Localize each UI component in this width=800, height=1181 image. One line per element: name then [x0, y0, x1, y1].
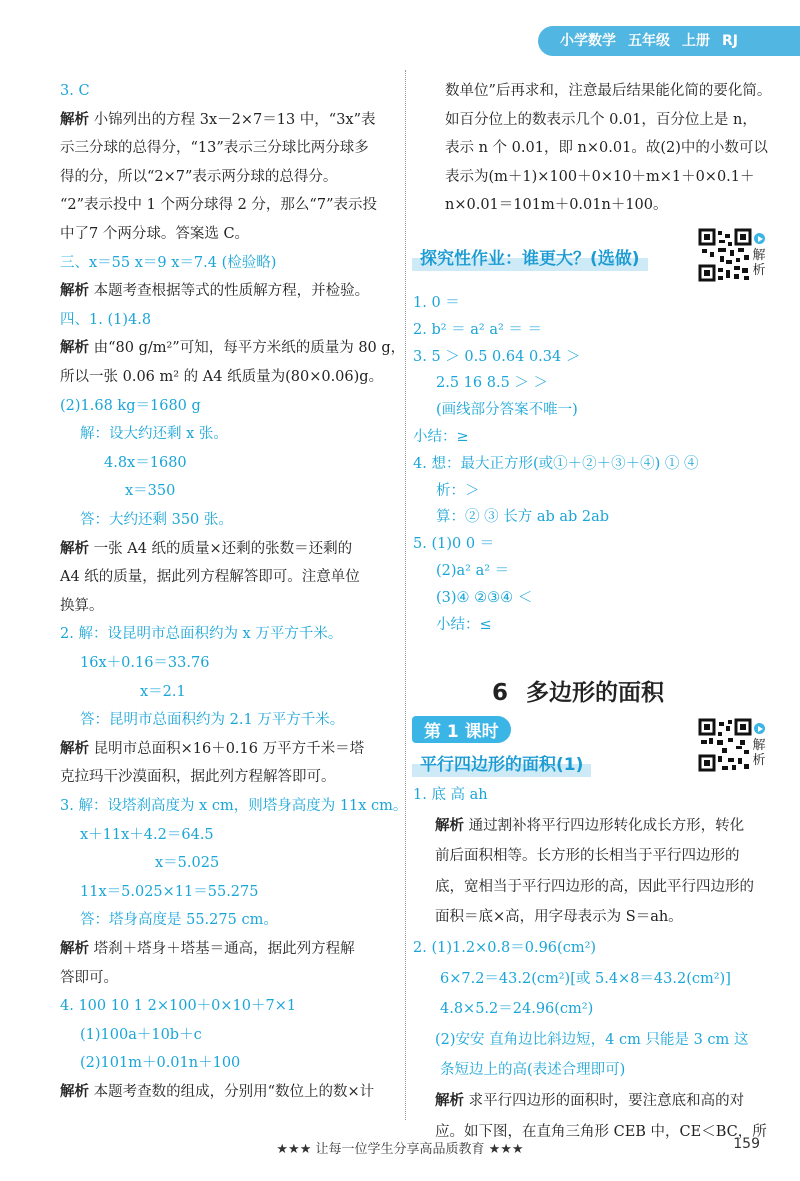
line-text: (2)a² a² ＝ [436, 563, 510, 579]
analysis-tag: 解析 [60, 283, 89, 300]
line-text: n×0.01＝101m＋0.01n＋100。 [445, 197, 668, 214]
left-col-line [60, 337, 405, 359]
line-text: 答：昆明市总面积约为 2.1 万平方千米。 [80, 712, 345, 729]
left-col-line [80, 1024, 202, 1046]
line-text: 11x＝5.025×11＝55.275 [80, 883, 259, 900]
line-text: 析：＞ [436, 482, 480, 499]
left-col-line [60, 109, 376, 131]
line-text: 4. 想：最大正方形(或①＋②＋③＋④) ① ④ [413, 455, 699, 472]
line-text: 面积＝底×高，用字母表示为 S＝ah。 [435, 909, 683, 926]
header-grade: 五年级 [628, 33, 670, 49]
line-text: x＝2.1 [140, 683, 186, 700]
line-text: 四、1. (1)4.8 [60, 311, 152, 328]
left-col-line [80, 824, 214, 846]
line-text: 条短边上的高(表述合理即可) [440, 1062, 626, 1079]
left-col-line [125, 480, 175, 502]
line-text: (2)1.68 kg＝1680 g [60, 397, 201, 414]
left-col-line [60, 252, 276, 274]
right-bottom-line [435, 845, 740, 867]
right-bottom-line [435, 906, 683, 928]
line-text: 数单位”后再求和，注意最后结果能化简的要化简。 [445, 83, 772, 99]
line-text: 换算。 [60, 597, 104, 614]
right-mid-line [436, 372, 548, 394]
left-col-line [60, 395, 201, 417]
right-top-line [445, 166, 755, 188]
line-text: 6×7.2＝43.2(cm²)[或 5.4×8＝43.2(cm²)] [440, 970, 731, 987]
header-edition: RJ [722, 33, 738, 49]
left-col-line [60, 595, 104, 617]
right-mid-line [413, 319, 542, 341]
right-bottom-line [440, 968, 731, 990]
left-col-line [80, 1052, 240, 1074]
line-text: 答即可。 [60, 969, 118, 986]
right-bottom-line [435, 1029, 748, 1051]
left-col-line [60, 309, 151, 331]
line-text: 1. 底 高 ah [413, 787, 488, 803]
right-mid-line [413, 346, 580, 368]
line-text: 答：塔身高度是 55.275 cm。 [80, 912, 278, 929]
line-text: 三、x＝55 x＝9 x＝7.4 (检验略) [60, 254, 277, 271]
line-text: 5. (1)0 0 ＝ [413, 536, 495, 553]
line-text: 示三分球的总得分，“13”表示三分球比两分球多 [60, 140, 369, 157]
play-icon-2[interactable] [754, 723, 765, 734]
line-text: 2. (1)1.2×0.8＝0.96(cm²) [413, 940, 597, 956]
right-bottom-line [435, 876, 754, 898]
left-col-line [60, 938, 355, 960]
chapter-title [492, 674, 664, 707]
section-banner-lesson: 平行四边形的面积(1) [412, 748, 591, 777]
right-mid-line [413, 292, 460, 314]
left-col-line [60, 137, 369, 159]
line-text: 如百分位上的数表示几个 0.01，百分位上是 n， [445, 111, 757, 128]
right-top-line [445, 194, 668, 216]
right-top-line [445, 109, 757, 131]
analysis-tag: 解析 [60, 111, 89, 128]
right-mid-line [436, 614, 492, 636]
line-text: 本题考查根据等式的性质解方程，并检验。 [89, 283, 370, 300]
line-text: 2.5 16 8.5 ＞ ＞ [436, 375, 549, 392]
line-text: 3. 解：设塔刹高度为 x cm，则塔身高度为 11x cm。 [60, 798, 408, 814]
left-col-line [80, 881, 258, 903]
play-icon[interactable] [754, 233, 765, 244]
line-text: 小结：≤ [436, 616, 492, 633]
left-col-line [60, 280, 369, 302]
analysis-tag: 解析 [60, 340, 89, 357]
left-col-line [104, 452, 187, 474]
left-col-line [60, 738, 364, 760]
left-col-line [60, 223, 249, 245]
right-mid-line [413, 453, 698, 475]
line-text: A4 纸的质量，据此列方程解答即可。注意单位 [60, 569, 360, 586]
right-bottom-line [440, 1059, 625, 1081]
section-banner-inquiry: 探究性作业：谁更大？(选做) [412, 242, 648, 271]
line-text: 得的分，所以“2×7”表示两分球的总得分。 [60, 168, 338, 185]
line-text: 算：② ③ 长方 ab ab 2ab [436, 509, 610, 526]
header-subject: 小学数学 [560, 33, 616, 49]
line-text: 2. 解：设昆明市总面积约为 x 万平方千米。 [60, 626, 343, 643]
right-top-line [445, 137, 768, 159]
line-text: 克拉玛干沙漠面积，据此列方程解答即可。 [60, 769, 336, 786]
lesson-badge: 第 1 课时 [412, 716, 511, 743]
column-divider [405, 70, 406, 1120]
left-col-line [60, 538, 352, 560]
line-text: 中了7 个两分球。答案选 C。 [60, 226, 250, 242]
line-text: 本题考查数的组成，分别用“数位上的数×计 [89, 1084, 375, 1100]
line-text: x＝350 [125, 483, 176, 500]
header-badge [538, 26, 800, 56]
left-col-line [60, 366, 383, 388]
line-text: 由“80 g/m²”可知，每平方米纸的质量为 80 g， [89, 340, 406, 357]
analysis-tag: 解析 [60, 740, 89, 757]
line-text: 答：大约还剩 350 张。 [80, 512, 233, 528]
left-col-line [155, 852, 219, 874]
line-text: 底，宽相当于平行四边形的高，因此平行四边形的 [435, 878, 754, 895]
left-col-line [80, 909, 278, 931]
right-mid-line [436, 560, 509, 582]
left-col-line [60, 623, 342, 645]
right-mid-line [436, 399, 578, 421]
line-text: 表示为(m＋1)×100＋0×10＋m×1＋0×0.1＋ [445, 168, 755, 185]
line-text: 通过割补将平行四边形转化成长方形，转化 [464, 817, 745, 834]
left-col-line [80, 423, 228, 445]
line-text: 3. C [60, 83, 90, 99]
line-text: 塔刹＋塔身＋塔基＝通高，据此列方程解 [89, 941, 355, 957]
line-text: 16x＋0.16＝33.76 [80, 655, 210, 671]
left-col-line [60, 166, 337, 188]
line-text: 3. 5 ＞ 0.5 0.64 0.34 ＞ [413, 348, 581, 365]
left-col-line [60, 194, 377, 216]
line-text: 4. 100 10 1 2×100＋0×10＋7×1 [60, 998, 297, 1015]
left-col-line [60, 1081, 374, 1103]
header-volume: 上册 [682, 33, 710, 49]
line-text: “2”表示投中 1 个两分球得 2 分，那么“7”表示投 [60, 197, 377, 214]
line-text: 解：设大约还剩 x 张。 [80, 426, 228, 443]
analysis-tag: 解析 [435, 1093, 464, 1109]
right-mid-line [436, 480, 480, 502]
left-col-line [60, 80, 90, 102]
left-col-line [60, 795, 407, 817]
analysis-tag: 解析 [60, 540, 89, 557]
line-text: x＝5.025 [155, 855, 220, 872]
footer-slogan: ★★★ 让每一位学生分享高品质教育 ★★★ [276, 1142, 524, 1157]
qr-label-2: 解析 [752, 738, 766, 768]
qr-code-icon-2[interactable] [698, 718, 752, 772]
line-text: 4.8×5.2＝24.96(cm²) [440, 1001, 594, 1018]
right-mid-line [436, 587, 532, 609]
right-top-line [445, 80, 771, 102]
left-col-line [80, 709, 344, 731]
right-mid-line [436, 506, 609, 528]
right-bottom-line [413, 937, 596, 959]
right-mid-line [413, 533, 494, 555]
line-text: 所以一张 0.06 m² 的 A4 纸质量为(80×0.06)g。 [60, 369, 384, 385]
line-text: 1. 0 ＝ [413, 295, 460, 311]
right-bottom-line [435, 815, 744, 837]
left-col-line [80, 652, 209, 674]
left-col-line [60, 967, 118, 989]
page-number: 159 [733, 1136, 760, 1152]
line-text: x＋11x＋4.2＝64.5 [80, 826, 214, 843]
qr-label: 解析 [752, 248, 766, 278]
line-text: 应。如下图，在直角三角形 CEB 中，CE＜BC，所 [435, 1123, 767, 1140]
line-text: 小结：≥ [413, 429, 469, 445]
line-text: 小锦列出的方程 3x－2×7＝13 中，“3x”表 [89, 111, 376, 128]
line-text: 昆明市总面积×16＋0.16 万平方千米＝塔 [89, 740, 365, 757]
right-mid-line [413, 426, 469, 448]
line-text: (2)安安 直角边比斜边短，4 cm 只能是 3 cm 这 [435, 1031, 749, 1048]
line-text: 2. b² ＝ a² a² ＝ ＝ [413, 321, 542, 338]
right-bottom-line [435, 1090, 744, 1112]
analysis-tag: 解析 [60, 941, 89, 957]
line-text: (1)100a＋10b＋c [80, 1026, 202, 1043]
line-text: 一张 A4 纸的质量×还剩的张数＝还剩的 [89, 540, 353, 557]
left-col-line [140, 681, 186, 703]
qr-code-icon[interactable] [698, 228, 752, 282]
line-text: (3)④ ②③④ ＜ [436, 589, 533, 606]
analysis-tag: 解析 [60, 1084, 89, 1100]
line-text: 前后面积相等。长方形的长相当于平行四边形的 [435, 848, 740, 865]
chapter-name: 多边形的面积 [526, 680, 665, 706]
left-col-line [80, 509, 233, 531]
right-bottom-line [413, 784, 488, 806]
line-text: (2)101m＋0.01n＋100 [80, 1055, 241, 1072]
line-text: 4.8x＝1680 [104, 454, 187, 471]
right-bottom-line [440, 998, 593, 1020]
line-text: (画线部分答案不唯一) [436, 402, 578, 419]
analysis-tag: 解析 [435, 817, 464, 834]
left-col-line [60, 766, 336, 788]
line-text: 求平行四边形的面积时，要注意底和高的对 [464, 1093, 745, 1109]
line-text: 表示 n 个 0.01，即 n×0.01。故(2)中的小数可以 [445, 140, 768, 157]
chapter-number: 6 [492, 680, 509, 706]
left-col-line [60, 566, 360, 588]
left-col-line [60, 995, 296, 1017]
